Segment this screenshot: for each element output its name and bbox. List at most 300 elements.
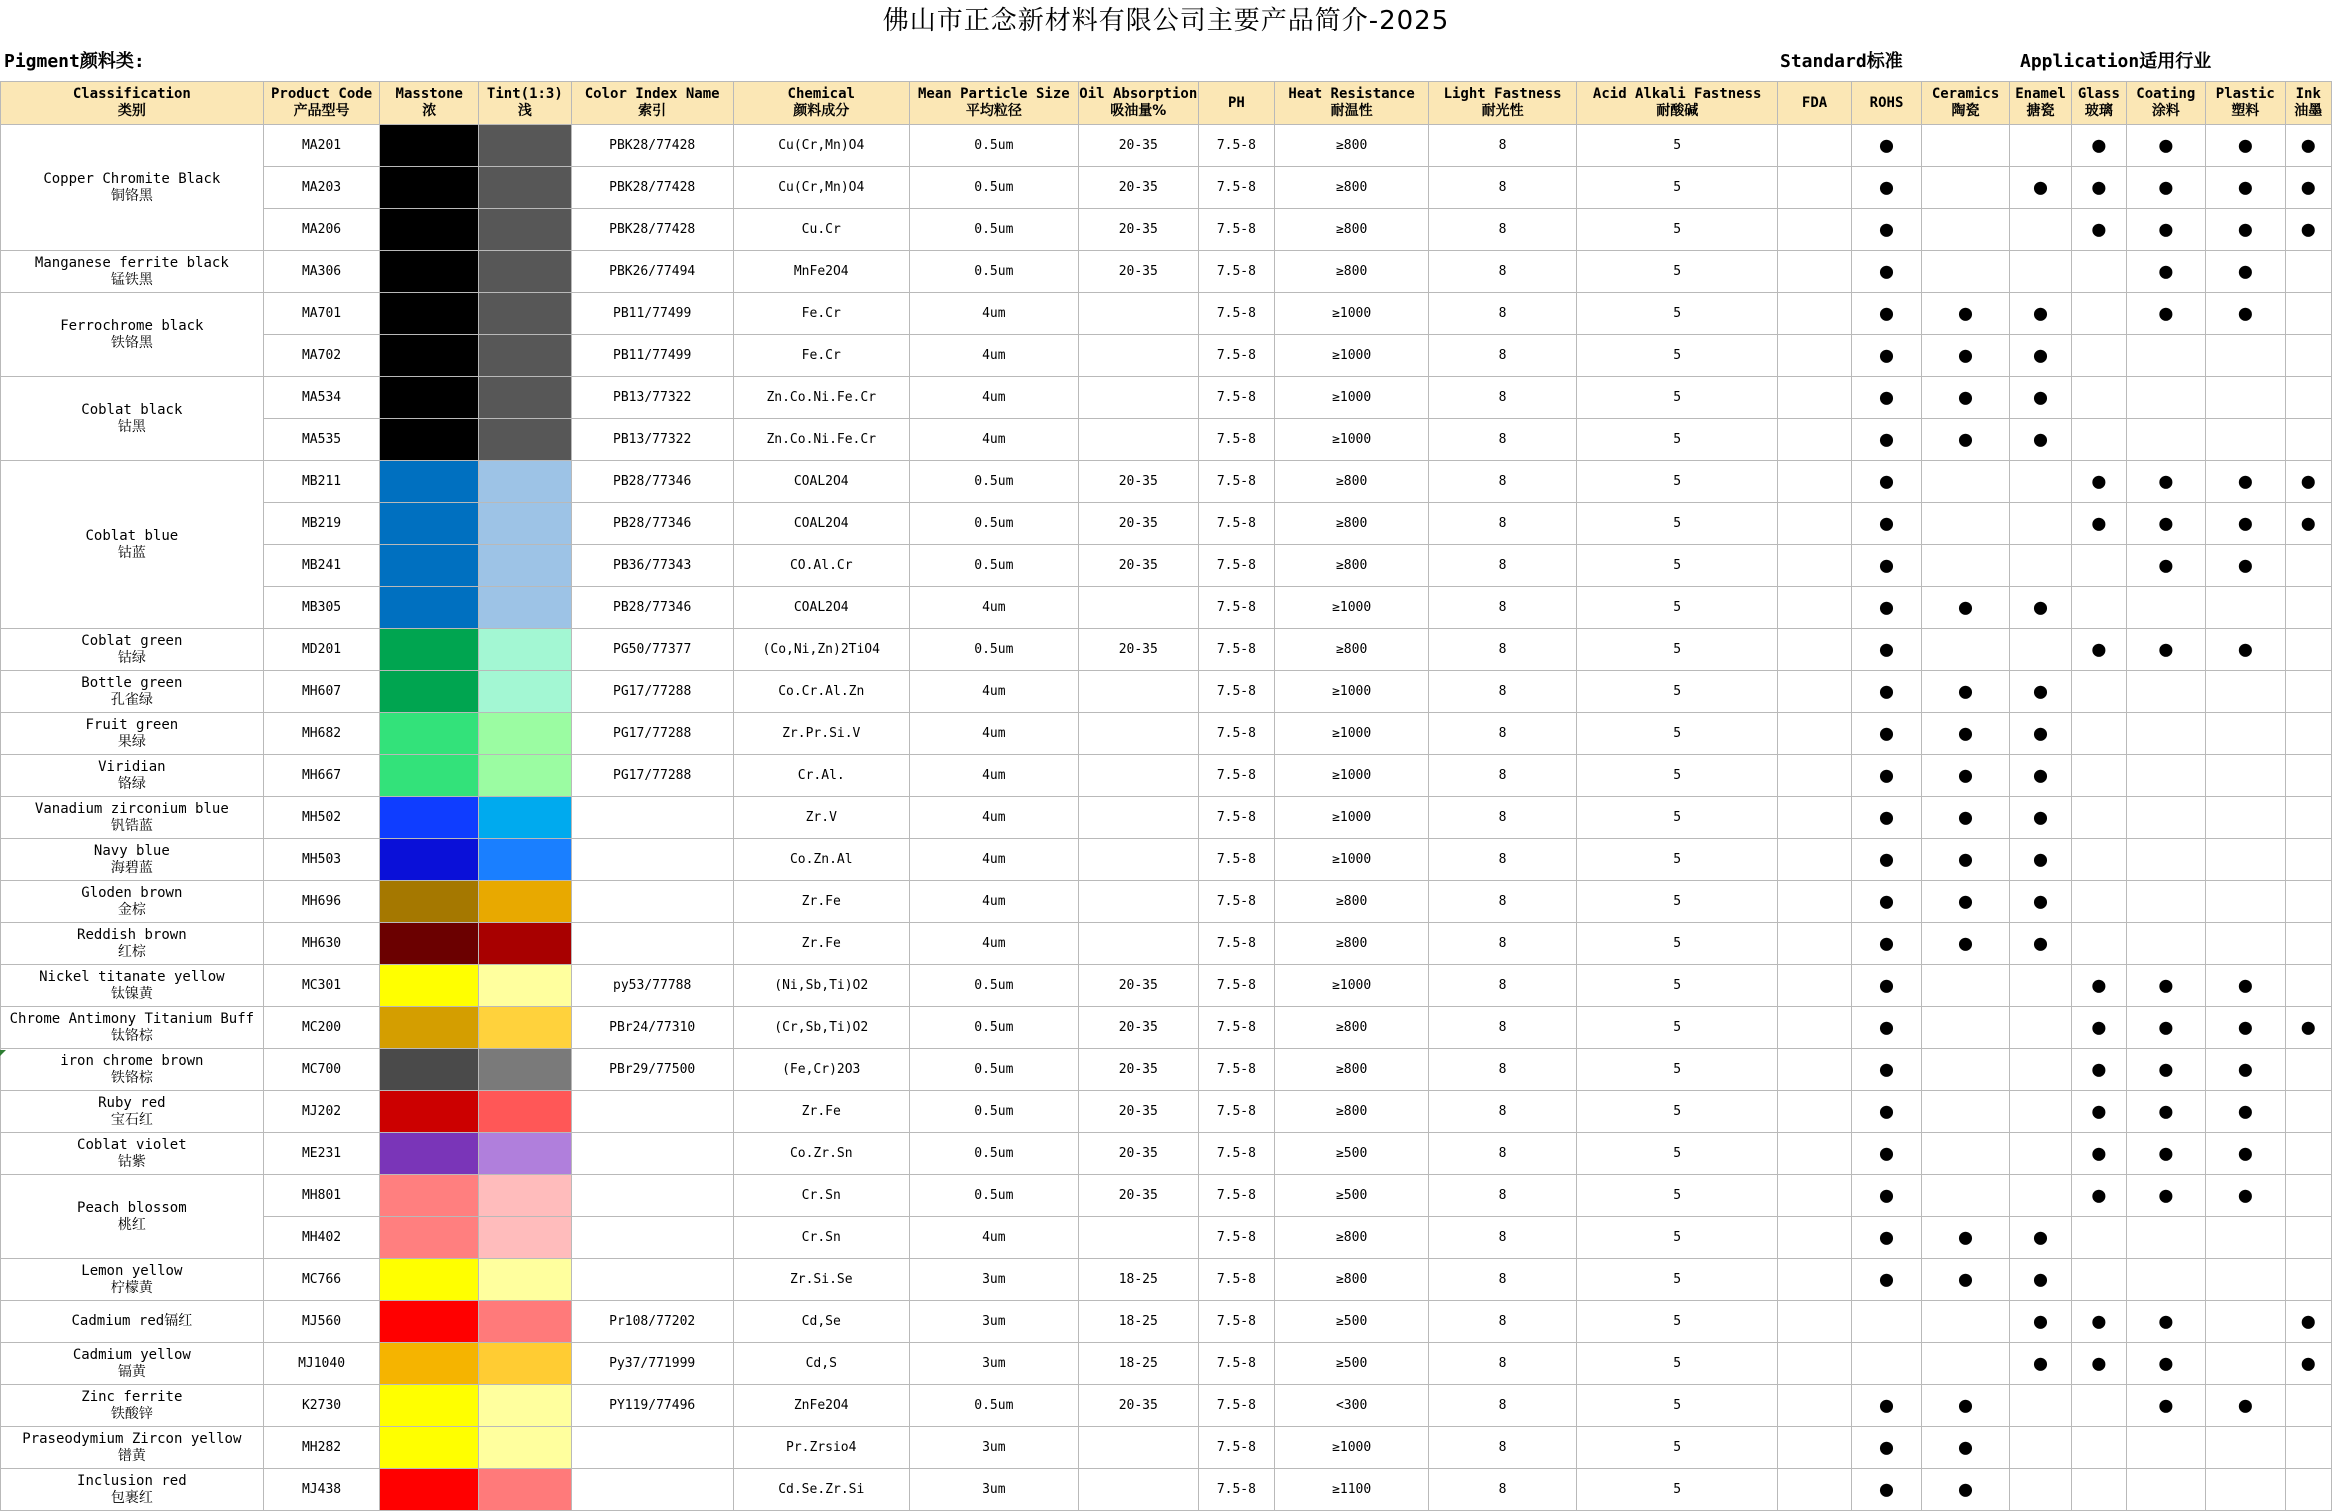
table-row xyxy=(1,167,2332,209)
classification-cell xyxy=(1,839,264,881)
masstone-swatch xyxy=(380,965,479,1007)
chemical-cell: ZnFe2O4 xyxy=(733,1385,909,1427)
plastic-cell xyxy=(2206,1175,2286,1217)
coating-cell xyxy=(2126,209,2206,251)
bullet-dot-icon: ● xyxy=(2159,258,2173,284)
acid-alkali-fastness-cell: 5 xyxy=(1577,503,1778,545)
classification-name-cn: 金棕 xyxy=(117,901,146,918)
color-index-name-cell: PB28/77346 xyxy=(571,461,733,503)
plastic-cell xyxy=(2206,713,2286,755)
chemical-cell: (Ni,Sb,Ti)O2 xyxy=(733,965,909,1007)
coating-cell xyxy=(2126,419,2206,461)
acid-alkali-fastness-cell: 5 xyxy=(1577,209,1778,251)
color-index-name-cell xyxy=(571,839,733,881)
bullet-dot-icon: ● xyxy=(2092,132,2106,158)
oil-absorption-cell xyxy=(1078,587,1198,629)
heat-resistance-cell: ≥800 xyxy=(1275,503,1429,545)
classification-name: Copper Chromite Black xyxy=(43,170,221,187)
classification-cell xyxy=(1,1007,264,1049)
masstone-swatch xyxy=(380,587,479,629)
header-masstone-label-cn: 浓 xyxy=(422,103,437,119)
light-fastness-cell: 8 xyxy=(1429,1385,1577,1427)
fda-cell xyxy=(1778,1469,1851,1511)
classification-name: Zinc ferrite xyxy=(81,1388,183,1405)
ph-cell: 7.5-8 xyxy=(1198,839,1274,881)
enamel-cell xyxy=(2009,923,2071,965)
glass-cell xyxy=(2072,1301,2126,1343)
plastic-cell xyxy=(2206,1427,2286,1469)
bullet-dot-icon: ● xyxy=(2159,510,2173,536)
coating-cell xyxy=(2126,965,2206,1007)
table-row xyxy=(1,671,2332,713)
light-fastness-cell: 8 xyxy=(1429,1007,1577,1049)
bullet-dot-icon: ● xyxy=(1879,1182,1894,1208)
classification-cell xyxy=(1,965,264,1007)
plastic-cell xyxy=(2206,167,2286,209)
bullet-dot-icon: ● xyxy=(2159,216,2173,242)
product-code-cell: MH667 xyxy=(263,755,380,797)
bullet-dot-icon: ● xyxy=(2033,888,2048,914)
oil-absorption-cell xyxy=(1078,377,1198,419)
bullet-dot-icon: ● xyxy=(1958,1476,1973,1502)
chemical-cell: Co.Zn.Al xyxy=(733,839,909,881)
heat-resistance-cell: ≥800 xyxy=(1275,167,1429,209)
acid-alkali-fastness-cell: 5 xyxy=(1577,1007,1778,1049)
bullet-dot-icon: ● xyxy=(2301,216,2315,242)
enamel-cell xyxy=(2009,251,2071,293)
mean-particle-size-cell: 0.5um xyxy=(909,1049,1078,1091)
chemical-cell: Cu.Cr xyxy=(733,209,909,251)
classification-cell xyxy=(1,461,264,629)
enamel-cell xyxy=(2009,1175,2071,1217)
product-code-cell: MH630 xyxy=(263,923,380,965)
plastic-cell xyxy=(2206,461,2286,503)
masstone-swatch xyxy=(380,1385,479,1427)
light-fastness-cell: 8 xyxy=(1429,1343,1577,1385)
standard-group-label: Standard标准 xyxy=(1780,51,1903,72)
color-index-name-cell xyxy=(571,1427,733,1469)
chemical-cell: Cu(Cr,Mn)O4 xyxy=(733,167,909,209)
color-index-name-cell xyxy=(571,1217,733,1259)
classification-name: Ruby red xyxy=(98,1094,166,1111)
glass-cell xyxy=(2072,713,2126,755)
product-code-cell: MJ202 xyxy=(263,1091,380,1133)
masstone-swatch xyxy=(380,293,479,335)
classification-name-cn: 宝石红 xyxy=(110,1111,153,1128)
bullet-dot-icon: ● xyxy=(2238,1056,2252,1082)
oil-absorption-cell: 18-25 xyxy=(1078,1259,1198,1301)
rohs-cell xyxy=(1851,335,1921,377)
masstone-swatch xyxy=(380,377,479,419)
header-enamel-label-cn: 搪瓷 xyxy=(2026,103,2055,119)
ceramics-cell xyxy=(1922,1301,2010,1343)
ink-cell xyxy=(2285,293,2331,335)
product-code-cell: MC301 xyxy=(263,965,380,1007)
section-label: Pigment颜料类: xyxy=(4,51,145,72)
fda-cell xyxy=(1778,125,1851,167)
mean-particle-size-cell: 4um xyxy=(909,923,1078,965)
fda-cell xyxy=(1778,293,1851,335)
mean-particle-size-cell: 0.5um xyxy=(909,251,1078,293)
coating-cell xyxy=(2126,1259,2206,1301)
oil-absorption-cell: 20-35 xyxy=(1078,1385,1198,1427)
light-fastness-cell: 8 xyxy=(1429,1427,1577,1469)
bullet-dot-icon: ● xyxy=(2238,1182,2252,1208)
ph-cell: 7.5-8 xyxy=(1198,1385,1274,1427)
table-row xyxy=(1,125,2332,167)
product-code-cell: MC700 xyxy=(263,1049,380,1091)
bullet-dot-icon: ● xyxy=(1958,1224,1973,1250)
ph-cell: 7.5-8 xyxy=(1198,1007,1274,1049)
tint-swatch xyxy=(479,545,572,587)
rohs-cell xyxy=(1851,1427,1921,1469)
classification-name: Cadmium yellow xyxy=(72,1346,191,1363)
bullet-dot-icon: ● xyxy=(1879,1392,1894,1418)
bullet-dot-icon: ● xyxy=(2159,1056,2173,1082)
ph-cell: 7.5-8 xyxy=(1198,1091,1274,1133)
bullet-dot-icon: ● xyxy=(2159,1182,2173,1208)
ceramics-cell xyxy=(1922,1049,2010,1091)
header-masstone-label: Masstone xyxy=(395,86,463,102)
light-fastness-cell: 8 xyxy=(1429,1217,1577,1259)
bullet-dot-icon: ● xyxy=(2033,804,2048,830)
header-tint-label: Tint(1:3) xyxy=(486,86,563,102)
rohs-cell xyxy=(1851,923,1921,965)
classification-name: Coblat blue xyxy=(85,527,179,544)
plastic-cell xyxy=(2206,1007,2286,1049)
bullet-dot-icon: ● xyxy=(1958,384,1973,410)
plastic-cell xyxy=(2206,125,2286,167)
ceramics-cell xyxy=(1922,1259,2010,1301)
rohs-cell xyxy=(1851,545,1921,587)
color-index-name-cell: PG17/77288 xyxy=(571,671,733,713)
ph-cell: 7.5-8 xyxy=(1198,881,1274,923)
bullet-dot-icon: ● xyxy=(2159,972,2173,998)
oil-absorption-cell xyxy=(1078,713,1198,755)
header-rohs xyxy=(1851,82,1921,125)
glass-cell xyxy=(2072,839,2126,881)
ceramics-cell xyxy=(1922,251,2010,293)
acid-alkali-fastness-cell: 5 xyxy=(1577,1091,1778,1133)
fda-cell xyxy=(1778,839,1851,881)
color-index-name-cell: PY119/77496 xyxy=(571,1385,733,1427)
classification-name-cn: 桃红 xyxy=(117,1216,146,1233)
bullet-dot-icon: ● xyxy=(1879,468,1894,494)
header-enamel xyxy=(2009,82,2071,125)
ceramics-cell xyxy=(1922,377,2010,419)
product-code-cell: MH502 xyxy=(263,797,380,839)
tint-swatch xyxy=(479,1175,572,1217)
bullet-dot-icon: ● xyxy=(2238,216,2252,242)
tint-swatch xyxy=(479,167,572,209)
color-index-name-cell: Pr108/77202 xyxy=(571,1301,733,1343)
ceramics-cell xyxy=(1922,1217,2010,1259)
acid-alkali-fastness-cell: 5 xyxy=(1577,587,1778,629)
bullet-dot-icon: ● xyxy=(2092,1014,2106,1040)
product-code-cell: MA206 xyxy=(263,209,380,251)
product-code-cell: MC766 xyxy=(263,1259,380,1301)
ph-cell: 7.5-8 xyxy=(1198,251,1274,293)
ceramics-cell xyxy=(1922,1007,2010,1049)
ph-cell: 7.5-8 xyxy=(1198,1217,1274,1259)
mean-particle-size-cell: 4um xyxy=(909,419,1078,461)
acid-alkali-fastness-cell: 5 xyxy=(1577,1301,1778,1343)
bullet-dot-icon: ● xyxy=(2033,300,2048,326)
bullet-dot-icon: ● xyxy=(1879,132,1894,158)
fda-cell xyxy=(1778,1385,1851,1427)
plastic-cell xyxy=(2206,1385,2286,1427)
tint-swatch xyxy=(479,755,572,797)
bullet-dot-icon: ● xyxy=(2159,132,2173,158)
color-index-name-cell: PB28/77346 xyxy=(571,587,733,629)
light-fastness-cell: 8 xyxy=(1429,503,1577,545)
bullet-dot-icon: ● xyxy=(2092,1056,2106,1082)
chemical-cell: Zr.V xyxy=(733,797,909,839)
acid-alkali-fastness-cell: 5 xyxy=(1577,839,1778,881)
ink-cell xyxy=(2285,1469,2331,1511)
enamel-cell xyxy=(2009,1343,2071,1385)
classification-cell xyxy=(1,125,264,251)
ink-cell xyxy=(2285,335,2331,377)
classification-cell xyxy=(1,671,264,713)
bullet-dot-icon: ● xyxy=(1958,846,1973,872)
bullet-dot-icon: ● xyxy=(2092,1098,2106,1124)
chemical-cell: Zn.Co.Ni.Fe.Cr xyxy=(733,419,909,461)
rohs-cell xyxy=(1851,419,1921,461)
heat-resistance-cell: ≥800 xyxy=(1275,1091,1429,1133)
header-mean-particle-size xyxy=(909,82,1078,125)
masstone-swatch xyxy=(380,1049,479,1091)
rohs-cell xyxy=(1851,965,1921,1007)
bullet-dot-icon: ● xyxy=(1879,552,1894,578)
bullet-dot-icon: ● xyxy=(2033,342,2048,368)
enamel-cell xyxy=(2009,1301,2071,1343)
enamel-cell xyxy=(2009,881,2071,923)
bullet-dot-icon: ● xyxy=(2092,1350,2106,1376)
color-index-name-cell: PB11/77499 xyxy=(571,293,733,335)
heat-resistance-cell: ≥800 xyxy=(1275,923,1429,965)
ink-cell xyxy=(2285,1217,2331,1259)
ph-cell: 7.5-8 xyxy=(1198,923,1274,965)
fda-cell xyxy=(1778,1301,1851,1343)
bullet-dot-icon: ● xyxy=(2033,930,2048,956)
table-row xyxy=(1,1427,2332,1469)
tint-swatch xyxy=(479,1427,572,1469)
ph-cell: 7.5-8 xyxy=(1198,755,1274,797)
coating-cell xyxy=(2126,881,2206,923)
classification-name: Coblat green xyxy=(81,632,183,649)
masstone-swatch xyxy=(380,1469,479,1511)
glass-cell xyxy=(2072,293,2126,335)
ink-cell xyxy=(2285,755,2331,797)
heat-resistance-cell: ≥800 xyxy=(1275,545,1429,587)
ph-cell: 7.5-8 xyxy=(1198,419,1274,461)
fda-cell xyxy=(1778,881,1851,923)
ceramics-cell xyxy=(1922,881,2010,923)
fda-cell xyxy=(1778,629,1851,671)
light-fastness-cell: 8 xyxy=(1429,755,1577,797)
acid-alkali-fastness-cell: 5 xyxy=(1577,755,1778,797)
classification-cell xyxy=(1,293,264,377)
coating-cell xyxy=(2126,1091,2206,1133)
color-index-name-cell xyxy=(571,1091,733,1133)
rohs-cell xyxy=(1851,1091,1921,1133)
header-color-index-name-label: Color Index Name xyxy=(584,86,720,102)
ceramics-cell xyxy=(1922,545,2010,587)
classification-cell xyxy=(1,1133,264,1175)
oil-absorption-cell xyxy=(1078,839,1198,881)
classification-cell xyxy=(1,251,264,293)
masstone-swatch xyxy=(380,1259,479,1301)
bullet-dot-icon: ● xyxy=(2033,846,2048,872)
table-row xyxy=(1,335,2332,377)
ink-cell xyxy=(2285,377,2331,419)
classification-name: Gloden brown xyxy=(81,884,183,901)
color-index-name-cell: PG17/77288 xyxy=(571,755,733,797)
bullet-dot-icon: ● xyxy=(2033,594,2048,620)
fda-cell xyxy=(1778,713,1851,755)
oil-absorption-cell xyxy=(1078,923,1198,965)
bullet-dot-icon: ● xyxy=(1879,762,1894,788)
coating-cell xyxy=(2126,377,2206,419)
ceramics-cell xyxy=(1922,293,2010,335)
masstone-swatch xyxy=(380,881,479,923)
enamel-cell xyxy=(2009,209,2071,251)
light-fastness-cell: 8 xyxy=(1429,1301,1577,1343)
acid-alkali-fastness-cell: 5 xyxy=(1577,1133,1778,1175)
light-fastness-cell: 8 xyxy=(1429,293,1577,335)
product-code-cell: MJ560 xyxy=(263,1301,380,1343)
bullet-dot-icon: ● xyxy=(2159,1098,2173,1124)
fda-cell xyxy=(1778,1343,1851,1385)
acid-alkali-fastness-cell: 5 xyxy=(1577,1385,1778,1427)
header-ink-label: Ink xyxy=(2295,86,2321,102)
tint-swatch xyxy=(479,1259,572,1301)
bullet-dot-icon: ● xyxy=(2092,510,2106,536)
heat-resistance-cell: ≥800 xyxy=(1275,209,1429,251)
plastic-cell xyxy=(2206,1217,2286,1259)
rohs-cell xyxy=(1851,839,1921,881)
ink-cell xyxy=(2285,1343,2331,1385)
acid-alkali-fastness-cell: 5 xyxy=(1577,629,1778,671)
mean-particle-size-cell: 4um xyxy=(909,1217,1078,1259)
ink-cell xyxy=(2285,839,2331,881)
plastic-cell xyxy=(2206,797,2286,839)
ceramics-cell xyxy=(1922,1343,2010,1385)
ceramics-cell xyxy=(1922,167,2010,209)
header-plastic-label: Plastic xyxy=(2215,86,2275,102)
light-fastness-cell: 8 xyxy=(1429,923,1577,965)
classification-name: Vanadium zirconium blue xyxy=(34,800,229,817)
mean-particle-size-cell: 0.5um xyxy=(909,629,1078,671)
mean-particle-size-cell: 0.5um xyxy=(909,1091,1078,1133)
product-code-cell: MA203 xyxy=(263,167,380,209)
color-index-name-cell: Py37/771999 xyxy=(571,1343,733,1385)
bullet-dot-icon: ● xyxy=(1879,1476,1894,1502)
acid-alkali-fastness-cell: 5 xyxy=(1577,293,1778,335)
table-row xyxy=(1,1091,2332,1133)
light-fastness-cell: 8 xyxy=(1429,1469,1577,1511)
tint-swatch xyxy=(479,1049,572,1091)
fda-cell xyxy=(1778,209,1851,251)
enamel-cell xyxy=(2009,671,2071,713)
ceramics-cell xyxy=(1922,965,2010,1007)
tint-swatch xyxy=(479,671,572,713)
chemical-cell: Zr.Fe xyxy=(733,923,909,965)
bullet-dot-icon: ● xyxy=(1958,342,1973,368)
ink-cell xyxy=(2285,1259,2331,1301)
ceramics-cell xyxy=(1922,1427,2010,1469)
classification-name: Lemon yellow xyxy=(81,1262,183,1279)
product-code-cell: MH682 xyxy=(263,713,380,755)
mean-particle-size-cell: 0.5um xyxy=(909,965,1078,1007)
classification-name-cn: 钴黑 xyxy=(117,418,146,435)
oil-absorption-cell: 20-35 xyxy=(1078,209,1198,251)
glass-cell xyxy=(2072,1175,2126,1217)
tint-swatch xyxy=(479,629,572,671)
acid-alkali-fastness-cell: 5 xyxy=(1577,965,1778,1007)
oil-absorption-cell: 20-35 xyxy=(1078,251,1198,293)
masstone-swatch xyxy=(380,923,479,965)
bullet-dot-icon: ● xyxy=(2238,258,2252,284)
chemical-cell: MnFe2O4 xyxy=(733,251,909,293)
fda-cell xyxy=(1778,1217,1851,1259)
plastic-cell xyxy=(2206,1133,2286,1175)
color-index-name-cell: PB36/77343 xyxy=(571,545,733,587)
tint-swatch xyxy=(479,419,572,461)
bullet-dot-icon: ● xyxy=(2238,174,2252,200)
tint-swatch xyxy=(479,797,572,839)
ink-cell xyxy=(2285,965,2331,1007)
tint-swatch xyxy=(479,209,572,251)
glass-cell xyxy=(2072,1469,2126,1511)
enamel-cell xyxy=(2009,1259,2071,1301)
masstone-swatch xyxy=(380,251,479,293)
header-heat-resistance-label: Heat Resistance xyxy=(1288,86,1415,102)
bullet-dot-icon: ● xyxy=(1879,384,1894,410)
ph-cell: 7.5-8 xyxy=(1198,965,1274,1007)
rohs-cell xyxy=(1851,125,1921,167)
chemical-cell: Cd,S xyxy=(733,1343,909,1385)
mean-particle-size-cell: 0.5um xyxy=(909,1007,1078,1049)
heat-resistance-cell: ≥800 xyxy=(1275,125,1429,167)
ink-cell xyxy=(2285,713,2331,755)
light-fastness-cell: 8 xyxy=(1429,377,1577,419)
fda-cell xyxy=(1778,1427,1851,1469)
header-heat-resistance xyxy=(1275,82,1429,125)
classification-cell xyxy=(1,1091,264,1133)
tint-swatch xyxy=(479,881,572,923)
fda-cell xyxy=(1778,671,1851,713)
rohs-cell xyxy=(1851,881,1921,923)
ph-cell: 7.5-8 xyxy=(1198,1259,1274,1301)
bullet-dot-icon: ● xyxy=(2301,1308,2315,1334)
masstone-swatch xyxy=(380,335,479,377)
classification-name: iron chrome brown xyxy=(60,1052,204,1069)
color-index-name-cell: PBr24/77310 xyxy=(571,1007,733,1049)
ph-cell: 7.5-8 xyxy=(1198,1343,1274,1385)
bullet-dot-icon: ● xyxy=(2092,174,2106,200)
bullet-dot-icon: ● xyxy=(1879,846,1894,872)
ceramics-cell xyxy=(1922,461,2010,503)
mean-particle-size-cell: 0.5um xyxy=(909,1175,1078,1217)
glass-cell xyxy=(2072,1007,2126,1049)
ceramics-cell xyxy=(1922,1469,2010,1511)
bullet-dot-icon: ● xyxy=(1958,1266,1973,1292)
product-code-cell: MB219 xyxy=(263,503,380,545)
acid-alkali-fastness-cell: 5 xyxy=(1577,545,1778,587)
oil-absorption-cell: 20-35 xyxy=(1078,1007,1198,1049)
